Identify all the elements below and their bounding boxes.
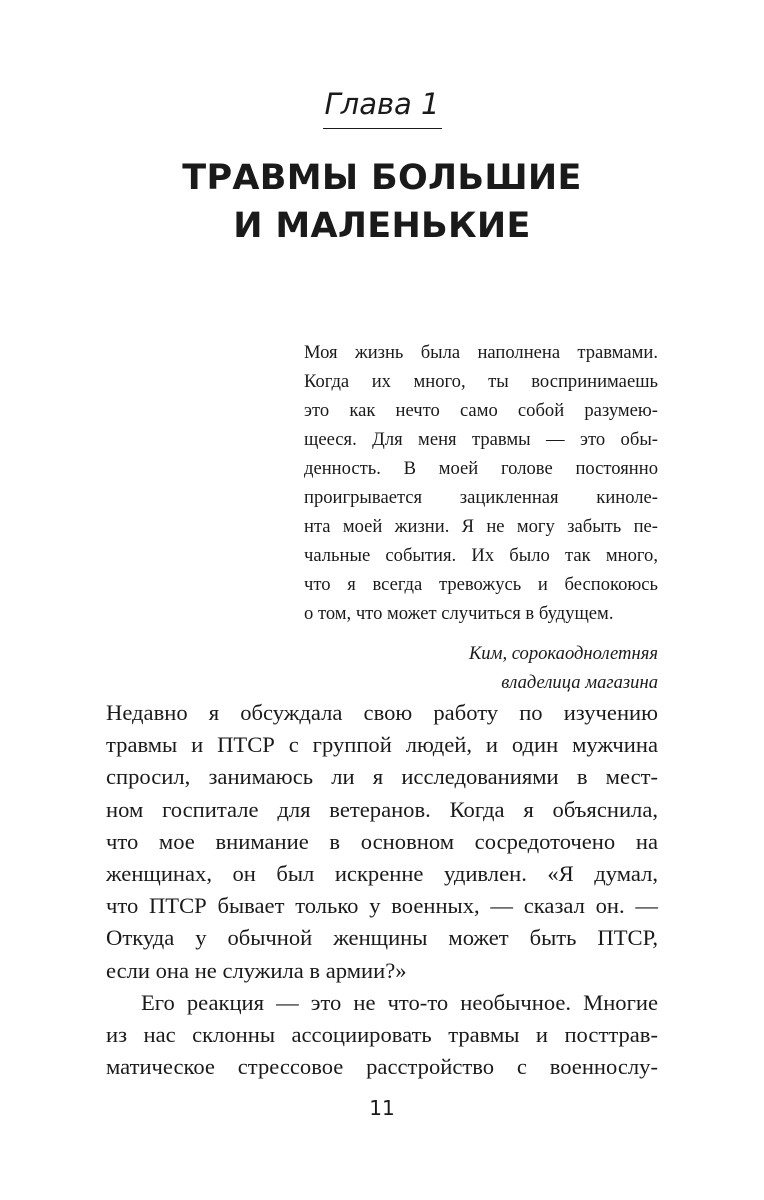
epigraph-attribution-line: Ким, сорокаоднолетняя [468,643,658,664]
page-number: 11 [369,1096,395,1120]
body-line: травмы и ПТСР с группой людей, и один мужчина [106,732,658,758]
epigraph [304,338,658,697]
epigraph-line: Моя жизнь была наполнена травмами. [304,342,658,363]
body-line: если она не служила в армии?» [106,957,407,983]
chapter-title-line: ТРАВМЫ БОЛЬШИЕ [182,158,582,198]
chapter-title [0,154,764,250]
epigraph-line: проигрывается зацикленная киноле- [304,487,658,508]
body-line: Его реакция — это не что-то необычное. Многие [141,989,658,1015]
epigraph-line: о том, что может случиться в будущем. [304,603,614,624]
body-line: что ПТСР бывает только у военных, — сказал он. — [106,893,658,919]
epigraph-line: что я всегда тревожусь и беспокоюсь [304,574,658,595]
epigraph-line: денность. В моей голове постоянно [304,458,658,479]
body-line: что мое внимание в основном сосредоточено на [106,828,658,854]
epigraph-line: это как нечто само собой разумею- [304,400,658,421]
epigraph-line: нта моей жизни. Я не могу забыть пе- [304,516,658,537]
epigraph-line: Когда их много, ты воспринимаешь [304,371,658,392]
epigraph-line: щееся. Для меня травмы — это обы- [304,429,658,450]
body-text [106,697,658,1083]
body-line: Откуда у обычной женщины может быть ПТСР, [106,925,658,951]
body-line: Недавно я обсуждала свою работу по изучению [106,700,658,725]
body-line: из нас склонны ассоциировать травмы и посттрав- [106,1022,658,1048]
body-line: матическое стрессовое расстройство с военнослу- [106,1054,658,1080]
chapter-label-text: Глава 1 [323,84,442,129]
epigraph-attribution [304,639,658,697]
epigraph-attribution-line: владелица магазина [501,672,658,693]
body-line: спросил, занимаюсь ли я исследованиями в мест- [106,764,658,790]
chapter-title-line: И МАЛЕНЬКИЕ [233,206,531,246]
epigraph-line: чальные события. Их было так много, [304,545,658,566]
body-line: женщинах, он был искренне удивлен. «Я думал, [106,861,658,887]
chapter-label [0,84,764,129]
body-line: ном госпитале для ветеранов. Когда я объяснила, [106,796,658,822]
